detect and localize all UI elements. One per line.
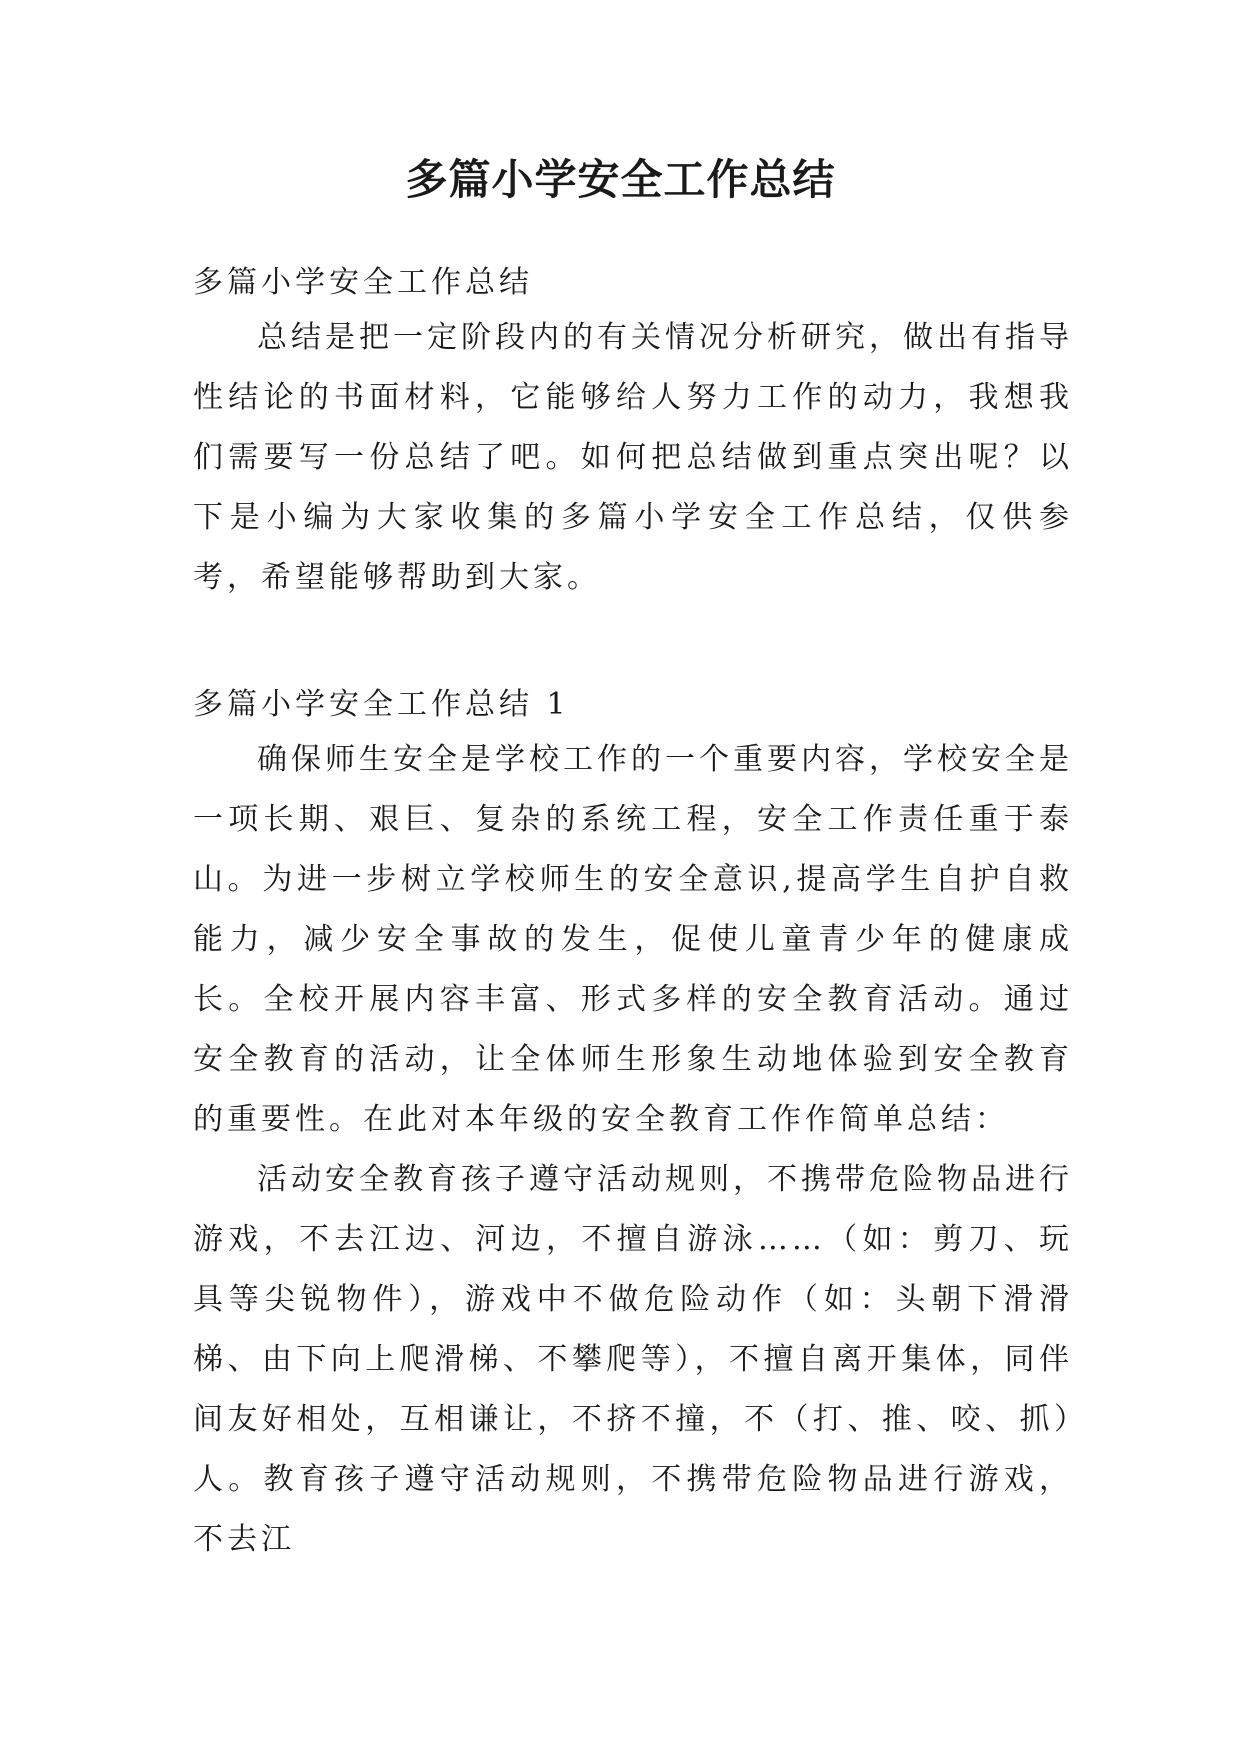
intro-heading: 多篇小学安全工作总结 bbox=[193, 265, 533, 300]
section1-body bbox=[193, 730, 1073, 1570]
intro-paragraph: 总结是把一定阶段内的有关情况分析研究，做出有指导性结论的书面材料，它能够给人努力工作的动力，我想我们需要写一份总结了吧。如何把总结做到重点突出呢？以下是小编为大家收集的多篇小学安全工作总结，仅供参考，希望能够帮助到大家。 bbox=[193, 320, 1073, 595]
section1-paragraph-1: 确保师生安全是学校工作的一个重要内容，学校安全是一项长期、艰巨、复杂的系统工程，安全工作责任重于泰山。为进一步树立学校师生的安全意识,提高学生自护自救能力，减少安全事故的发生，促使儿童青少年的健康成长。全校开展内容丰富、形式多样的安全教育活动。通过安全教育的活动，让全体师生形象生动地体验到安全教育的重要性。在此对本年级的安全教育工作作简单总结： bbox=[193, 742, 1073, 1137]
section1-paragraph-2: 活动安全教育孩子遵守活动规则，不携带危险物品进行游戏，不去江边、河边，不擅自游泳……（如：剪刀、玩具等尖锐物件），游戏中不做危险动作（如：头朝下滑滑梯、由下向上爬滑梯、不攀爬等），不擅自离开集体，同伴间友好相处，互相谦让，不挤不撞，不（打、推、咬、抓）人。教育孩子遵守活动规则，不携带危险物品进行游戏，不去江 bbox=[193, 1162, 1073, 1557]
document-title: 多篇小学安全工作总结 bbox=[405, 155, 836, 204]
section1-heading: 多篇小学安全工作总结 1 bbox=[193, 687, 570, 722]
intro-section bbox=[193, 308, 1073, 608]
